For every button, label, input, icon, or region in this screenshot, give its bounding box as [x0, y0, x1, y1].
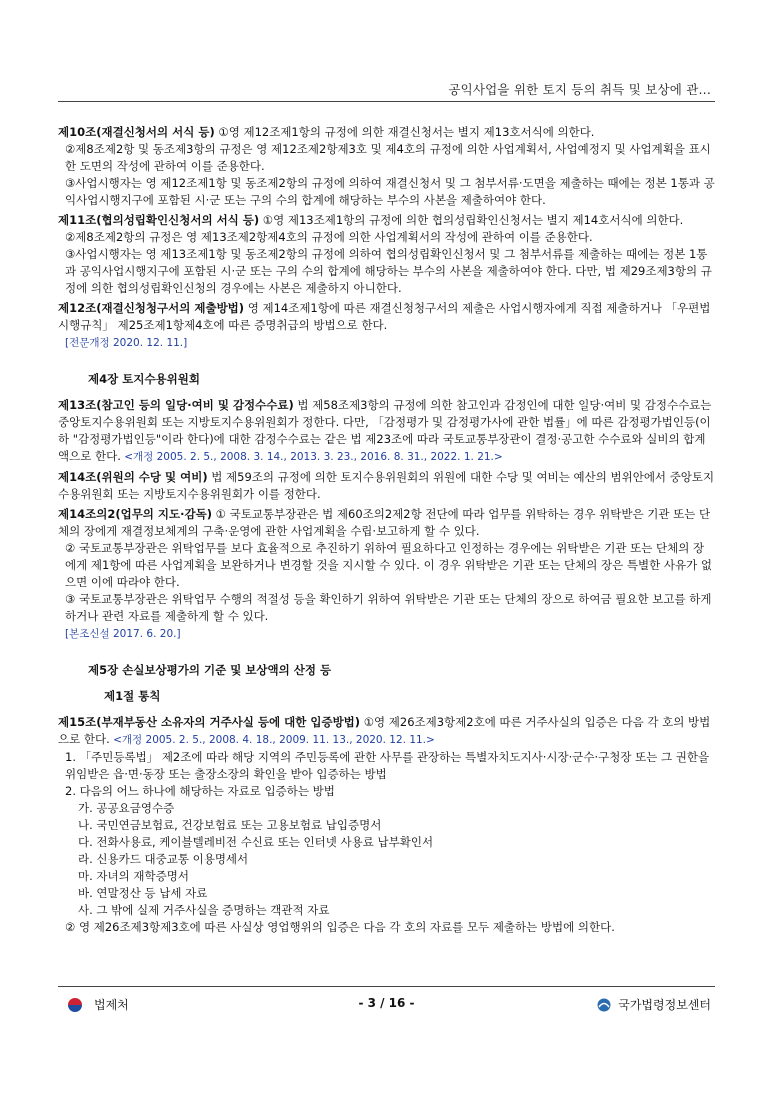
header-divider: [58, 101, 715, 102]
paragraph: 법 제58조제3항의 규정에 의한 참고인과 감정인에 대한 일당·여비 및 감정수수료는 중앙토지수용위원회 또는 지방토지수용위원회가 정한다. 다만, 「감정평가 및 감정평가사에 관한 법률」에 따른 감정평가법인등(이하 "감정평가법인등"이라 한다)에 대한 감정수수료는 같은 법 제23조에 따라 국토교통부장관이 결정·공고한 수수료와 실비의 합계액으로 한다.: [58, 398, 712, 463]
paragraph: ①영 제12조제1항의 규정에 의한 재결신청서는 별지 제13호서식에 의한다.: [214, 125, 595, 139]
sub-list-item: 마. 자녀의 재학증명서: [78, 869, 189, 883]
article-title: 제14조(위원의 수당 및 여비): [58, 470, 208, 484]
sub-list-item: 다. 전화사용료, 케이블텔레비전 수신료 또는 인터넷 사용료 납부확인서: [78, 835, 434, 849]
paragraph: ① 국토교통부장관은 법 제60조의2제2항 전단에 따라 업무를 위탁하는 경우 위탁받은 기관 또는 단체의 장에게 재결정보체계의 구축·운영에 관한 사업계획을 수립·보고하게 할 수 있다.: [58, 507, 711, 538]
section-heading: 제1절 통칙: [104, 689, 161, 703]
paragraph: ①영 제26조제3항제2호에 따른 거주사실의 입증은 다음 각 호의 방법으로 한다.: [58, 715, 711, 746]
paragraph: 법 제59조의 규정에 의한 토지수용위원회의 위원에 대한 수당 및 여비는 예산의 범위안에서 중앙토지수용위원회 또는 지방토지수용위원회가 이를 정한다.: [58, 470, 715, 501]
article-14-2: [58, 506, 715, 643]
article-13: [58, 397, 715, 466]
article-title: 제12조(재결신청청구서의 제출방법): [58, 301, 245, 315]
footer-law-center: 국가법령정보센터: [618, 998, 711, 1012]
article-title: 제13조(참고인 등의 일당·여비 및 감정수수료): [58, 398, 294, 412]
chapter-heading: 제4장 토지수용위원회: [88, 372, 200, 386]
article-11: [58, 212, 715, 297]
paragraph: ③ 국토교통부장관은 위탁업무 수행의 적절성 등을 확인하기 위하여 위탁받은 기관 또는 단체의 장으로 하여금 필요한 보고를 하게 하거나 관련 자료를 제출하게 할 수 있다.: [65, 592, 712, 623]
paragraph: ③사업시행자는 영 제13조제1항 및 동조제2항의 규정에 의하여 협의성립확인신청서 및 그 첨부서류를 제출하는 때에는 정본 1통과 공익사업시행지구에 포함된 시·군 또는 구의 수의 합계에 해당하는 부수의 사본을 제출하여야 한다. 다만, 법 제29조제3항의 규정에 의한 협의성립확인신청의 경우에는 사본은 제출하지 아니한다.: [65, 247, 712, 295]
paragraph: ②제8조제2항 및 동조제3항의 규정은 영 제12조제2항제3호 및 제4호의 규정에 의한 사업계획서, 사업예정지 및 사업계획을 표시한 도면의 작성에 관하여 이를 준용한다.: [65, 142, 711, 173]
law-center-logo-icon: [596, 998, 612, 1012]
article-14: [58, 469, 715, 503]
document-body: [58, 124, 715, 939]
paragraph: ② 국토교통부장관은 위탁업무를 보다 효율적으로 추진하기 위하여 필요하다고 인정하는 경우에는 위탁받은 기관 또는 단체의 장에게 제1항에 따른 사업계획을 보완하거나 변경할 것을 지시할 수 있다. 이 경우 위탁받은 기관 또는 단체의 장은 특별한 사유가 없으면 이에 따라야 한다.: [65, 541, 712, 589]
footer-right: [596, 996, 711, 1013]
article-15: [58, 714, 715, 936]
article-10: [58, 124, 715, 209]
footer-divider: [58, 986, 715, 987]
chapter-heading: 제5장 손실보상평가의 기준 및 보상액의 산정 등: [88, 663, 332, 677]
article-title: 제15조(부재부동산 소유자의 거주사실 등에 대한 입증방법): [58, 715, 361, 729]
document-header-title: 공익사업을 위한 토지 등의 취득 및 보상에 관...: [448, 82, 711, 97]
revision-note: [전문개정 2020. 12. 11.]: [65, 337, 188, 349]
sub-list-item: 사. 그 밖에 실제 거주사실을 증명하는 객관적 자료: [78, 903, 330, 917]
paragraph: ②제8조제2항의 규정은 영 제13조제2항제4호의 규정에 의한 사업계획서의 작성에 관하여 이를 준용한다.: [65, 230, 593, 244]
revision-note: [본조신설 2017. 6. 20.]: [65, 628, 181, 640]
paragraph: ② 영 제26조제3항제3호에 따른 사실상 영업행위의 입증은 다음 각 호의 자료를 모두 제출하는 방법에 의한다.: [65, 920, 615, 934]
article-title: 제11조(협의성립확인신청서의 서식 등): [58, 213, 260, 227]
article-title: 제14조의2(업무의 지도·감독): [58, 507, 212, 521]
sub-list-item: 가. 공공요금영수증: [78, 801, 175, 815]
sub-list-item: 바. 연말정산 등 납세 자료: [78, 886, 208, 900]
sub-list-item: 라. 신용카드 대중교통 이용명세서: [78, 852, 249, 866]
article-12: [58, 300, 715, 352]
paragraph: ①영 제13조제1항의 규정에 의한 협의성립확인신청서는 별지 제14호서식에 의한다.: [259, 213, 684, 227]
list-item: 2. 다음의 어느 하나에 해당하는 자료로 입증하는 방법: [65, 784, 335, 798]
revision-note: <개정 2005. 2. 5., 2008. 3. 14., 2013. 3. 23., 2016. 8. 31., 2022. 1. 21.>: [120, 451, 503, 463]
revision-note: <개정 2005. 2. 5., 2008. 4. 18., 2009. 11. 13., 2020. 12. 11.>: [109, 734, 435, 746]
list-item: 1. 「주민등록법」 제2조에 따라 해당 지역의 주민등록에 관한 사무를 관장하는 특별자치도지사·시장·군수·구청장 또는 그 권한을 위임받은 읍·면·동장 또는 출장소장의 확인을 받아 입증하는 방법: [65, 750, 710, 781]
article-title: 제10조(재결신청서의 서식 등): [58, 125, 215, 139]
footer-agency: 법제처: [94, 998, 129, 1012]
paragraph: ③사업시행자는 영 제12조제1항 및 동조제2항의 규정에 의하여 재결신청서 및 그 첨부서류·도면을 제출하는 때에는 정본 1통과 공익사업시행지구에 포함된 시·군 또는 구의 수의 합계에 해당하는 부수의 사본을 제출하여야 한다.: [65, 176, 715, 207]
sub-list-item: 나. 국민연금보험료, 건강보험료 또는 고용보험료 납입증명서: [78, 818, 382, 832]
page-number: - 3 / 16 -: [358, 996, 415, 1010]
paragraph: 영 제14조제1항에 따른 재결신청청구서의 제출은 사업시행자에게 직접 제출하거나 「우편법 시행규칙」 제25조제1항제4호에 따른 증명취급의 방법으로 한다.: [58, 301, 711, 332]
